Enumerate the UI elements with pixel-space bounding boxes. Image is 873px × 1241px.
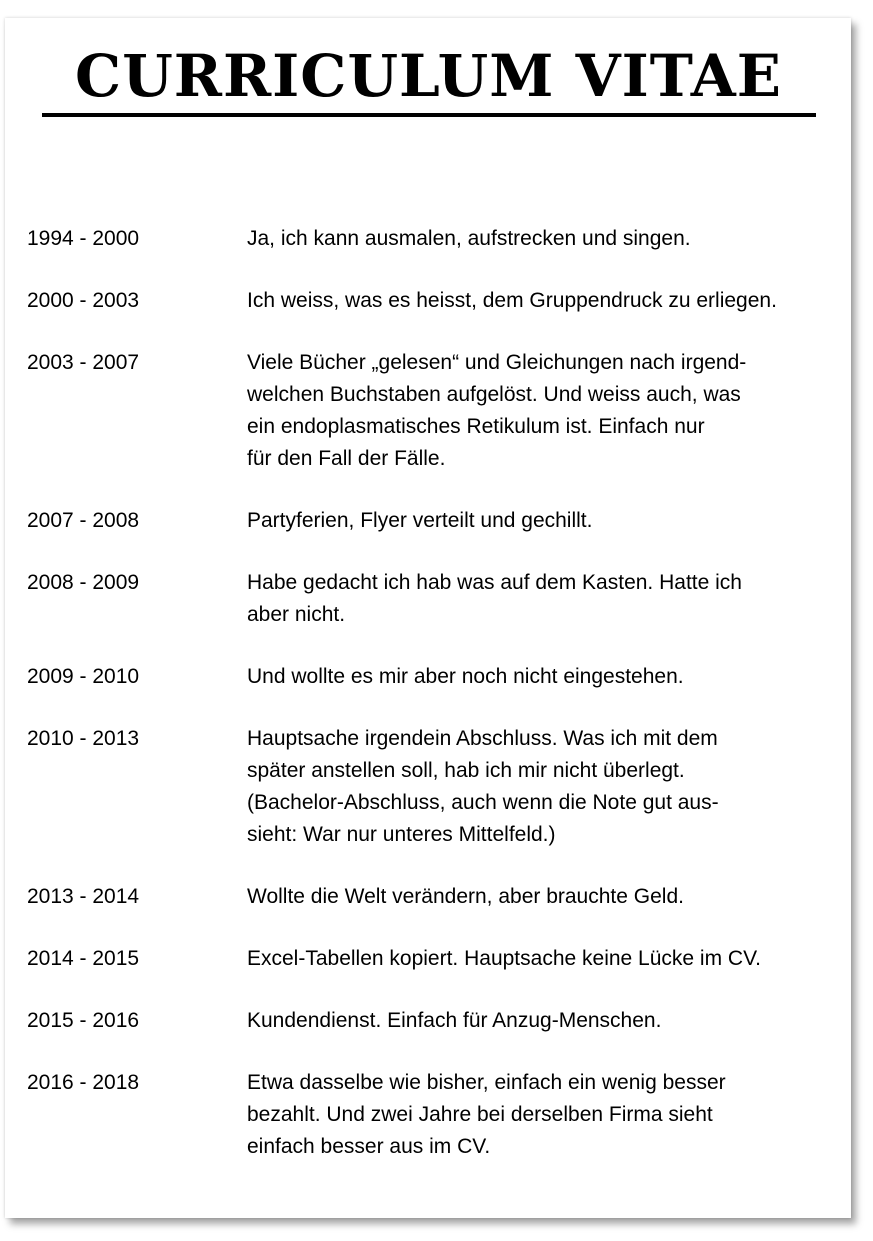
entry-description [247,567,847,631]
entry-line: Kundendienst. Einfach für Anzug-Menschen. [247,1009,662,1032]
entry-years: 2014 - 2015 [27,947,140,970]
entry-years: 2013 - 2014 [27,885,140,908]
entry-description [247,347,847,475]
entry-description [247,661,847,693]
entry-description [247,1067,847,1163]
page-title: CURRICULUM VITAE [75,42,782,110]
entry-line: Ja, ich kann ausmalen, aufstrecken und singen. [247,227,691,250]
entry-years: 2010 - 2013 [27,727,140,750]
entry-line: Ich weiss, was es heisst, dem Gruppendruck zu erliegen. [247,289,777,312]
entry-description [247,943,847,975]
cv-entry [27,881,847,913]
entry-line: Excel-Tabellen kopiert. Hauptsache keine Lücke im CV. [247,947,761,970]
entry-line: bezahlt. Und zwei Jahre bei derselben Firma sieht [247,1103,713,1126]
entry-line: Hauptsache irgendein Abschluss. Was ich mit dem [247,727,718,750]
entry-line: welchen Buchstaben aufgelöst. Und weiss auch, was [247,383,741,406]
entry-years: 2008 - 2009 [27,571,140,594]
cv-entry [27,223,847,255]
cv-entry [27,723,847,851]
entry-line: Und wollte es mir aber noch nicht eingestehen. [247,665,684,688]
entry-line: Etwa dasselbe wie bisher, einfach ein wenig besser [247,1071,726,1094]
entry-line: Wollte die Welt verändern, aber brauchte Geld. [247,885,684,908]
entry-years: 2007 - 2008 [27,509,140,532]
entry-description [247,881,847,913]
entry-line: ein endoplasmatisches Retikulum ist. Einfach nur [247,415,705,438]
title-underline [42,113,816,117]
entry-description [247,223,847,255]
cv-entry [27,943,847,975]
entry-description [247,1005,847,1037]
entry-line: aber nicht. [247,603,346,626]
entry-years: 2015 - 2016 [27,1009,140,1032]
entry-description [247,505,847,537]
entry-years: 2009 - 2010 [27,665,140,688]
entry-years: 2016 - 2018 [27,1071,140,1094]
cv-entry-list [27,223,847,1193]
entry-line: Viele Bücher „gelesen“ und Gleichungen nach irgend- [247,351,747,374]
entry-line: (Bachelor-Abschluss, auch wenn die Note gut aus- [247,791,719,814]
entry-line: sieht: War nur unteres Mittelfeld.) [247,823,556,846]
cv-page [5,18,851,1218]
entry-line: Partyferien, Flyer verteilt und gechillt. [247,509,593,532]
entry-line: einfach besser aus im CV. [247,1135,491,1158]
entry-description [247,723,847,851]
entry-years: 2000 - 2003 [27,289,140,312]
entry-description [247,285,847,317]
cv-entry [27,285,847,317]
cv-entry [27,661,847,693]
cv-entry [27,567,847,631]
cv-entry [27,1005,847,1037]
cv-entry [27,347,847,475]
cv-entry [27,505,847,537]
entry-line: für den Fall der Fälle. [247,447,446,470]
entry-years: 2003 - 2007 [27,351,140,374]
entry-line: später anstellen soll, hab ich mir nicht überlegt. [247,759,685,782]
entry-years: 1994 - 2000 [27,227,140,250]
entry-line: Habe gedacht ich hab was auf dem Kasten. Hatte ich [247,571,742,594]
cv-entry [27,1067,847,1163]
